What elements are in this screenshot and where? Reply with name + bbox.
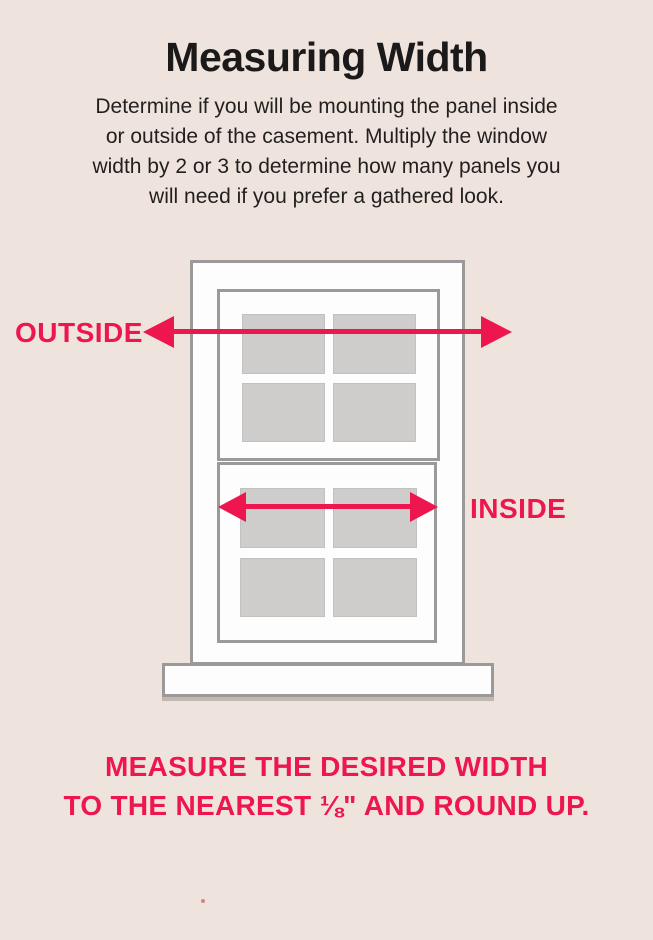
window-pane (242, 383, 325, 443)
intro-line: width by 2 or 3 to determine how many panels you (92, 155, 561, 178)
intro-text (0, 92, 653, 212)
page-title: Measuring Width (165, 34, 488, 80)
outside-measurement-arrow-icon (143, 316, 512, 348)
instruction-line: TO THE NEAREST ⅛" AND ROUND UP. (63, 790, 590, 821)
image-artifact-dot (201, 899, 205, 903)
window-upper-sash (217, 289, 440, 461)
inside-measurement-arrow-icon (218, 492, 438, 522)
outside-label: OUTSIDE (15, 317, 143, 348)
intro-line: Determine if you will be mounting the panel inside (95, 95, 558, 118)
window-pane (333, 383, 416, 443)
instruction-line: MEASURE THE DESIRED WIDTH (104, 751, 549, 782)
window-pane (333, 558, 418, 618)
intro-line: or outside of the casement. Multiply the window (105, 125, 548, 148)
window-sill (162, 663, 494, 697)
window-lower-sash (217, 462, 437, 643)
arrow-right-head-icon (410, 492, 438, 522)
arrow-right-head-icon (481, 316, 512, 348)
inside-label: INSIDE (470, 493, 567, 524)
measure-instruction (0, 747, 653, 825)
intro-line: will need if you prefer a gathered look. (149, 185, 504, 208)
window-pane (240, 558, 325, 618)
arrow-line (161, 329, 494, 334)
arrow-line (234, 504, 422, 509)
